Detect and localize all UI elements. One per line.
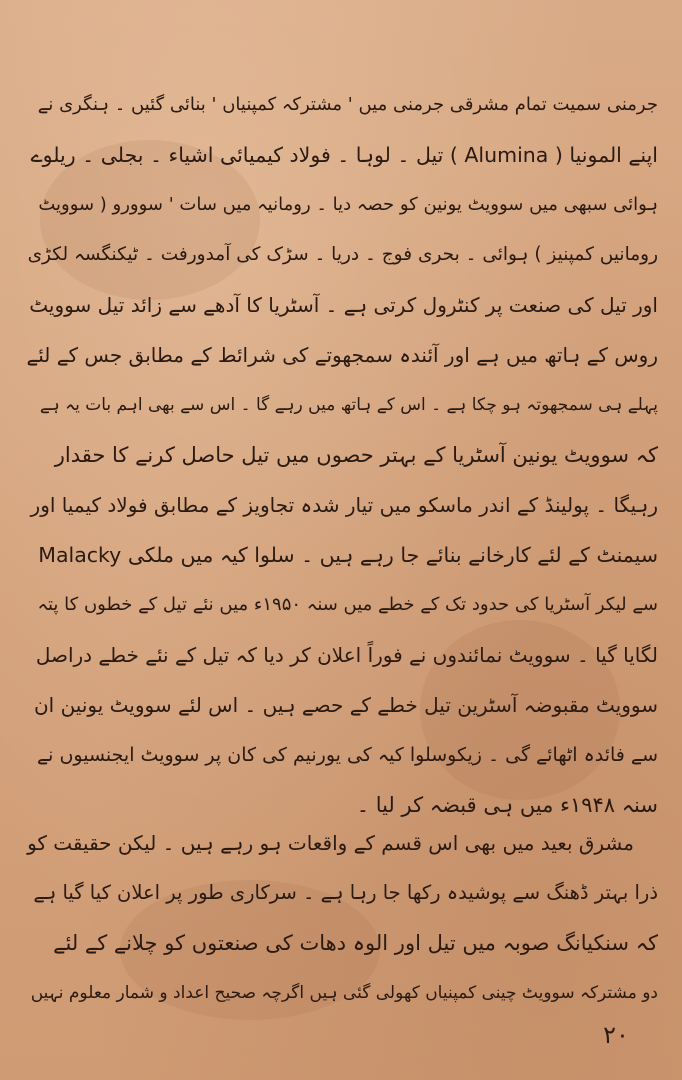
text-line: سنہ ۱۹۴۸ء میں ہی قبضہ کر لیا ۔ xyxy=(356,793,658,817)
text-line: سے لیکر آسٹریا کی حدود تک کے خطے میں سنہ ۱۹۵۰ء میں نئے تیل کے خطوں کا پتہ xyxy=(37,594,658,615)
text-line: سیمنٹ کے لئے کارخانے بنائے جا رہے ہیں ۔ سلوا کیہ میں ملکی Malacky xyxy=(38,543,658,567)
text-line: دو مشترکہ سوویٹ چینی کمپنیاں کھولی گئی ہیں اگرچہ صحیح اعداد و شمار معلوم نہیں xyxy=(30,983,658,1003)
text-line: لگایا گیا ۔ سوویٹ نمائندوں نے فوراً اعلان کر دیا کہ تیل کے نئے خطے دراصل xyxy=(35,643,658,667)
page-number: ۲۰ xyxy=(603,1021,629,1049)
text-line: رہیگا ۔ پولینڈ کے اندر ماسکو میں تیار شدہ تجاویز کے مطابق فولاد کیمیا اور xyxy=(30,493,658,517)
paragraph-1 xyxy=(24,80,658,830)
paragraph-2 xyxy=(24,818,658,1018)
text-line: رومانیں کمپنیز ) ہوائی ۔ بحری فوج ۔ دریا ۔ سڑک کی آمدورفت ۔ ٹیکنگسہ لکڑی xyxy=(27,244,658,265)
text-line: سوویٹ مقبوضہ آسٹرین تیل خطے کے حصے ہیں ۔ اس لئے سوویٹ یونین ان xyxy=(33,693,658,717)
text-line: سے فائدہ اٹھائے گی ۔ زیکوسلوا کیہ کی یورنیم کی کان پر سوویٹ ایجنسیوں نے xyxy=(37,744,658,766)
text-line: کہ سنکیانگ صوبہ میں تیل اور الوہ دھات کی صنعتوں کو چلانے کے لئے xyxy=(53,931,658,955)
text-line: روس کے ہاتھ میں ہے اور آئندہ سمجھوتے کی شرائط کے مطابق جس کے لئے xyxy=(26,343,658,367)
text-line: ذرا بہتر ڈھنگ سے پوشیدہ رکھا جا رہا ہے ۔ سرکاری طور پر اعلان کیا گیا ہے xyxy=(33,881,658,904)
text-line: اپنے المونیا ( Alumina ) تیل ۔ لوہا ۔ فولاد کیمیائی اشیاء ۔ بجلی ۔ ریلوے xyxy=(30,143,658,167)
text-line: پہلے ہی سمجھوتہ ہو چکا ہے ۔ اس کے ہاتھ میں رہے گا ۔ اس سے بھی اہم بات یہ ہے xyxy=(39,395,658,415)
text-line: جرمنی سمیت تمام مشرقی جرمنی میں ' مشترکہ کمپنیاں ' بنائی گئیں ۔ ہنگری نے xyxy=(37,94,658,115)
text-line: ہوائی سبھی میں سوویٹ یونین کو حصہ دیا ۔ رومانیہ میں سات ' سوورو ( سوویٹ xyxy=(38,194,658,215)
text-line: اور تیل کی صنعت پر کنٹرول کرتی ہے ۔ آسٹریا کا آدھے سے زائد تیل سوویٹ xyxy=(29,293,658,317)
text-line: کہ سوویٹ یونین آسٹریا کے بہتر حصوں میں تیل حاصل کرنے کا حقدار xyxy=(54,443,658,467)
text-line: مشرق بعید میں بھی اس قسم کے واقعات ہو رہے ہیں ۔ لیکن حقیقت کو xyxy=(27,831,634,855)
